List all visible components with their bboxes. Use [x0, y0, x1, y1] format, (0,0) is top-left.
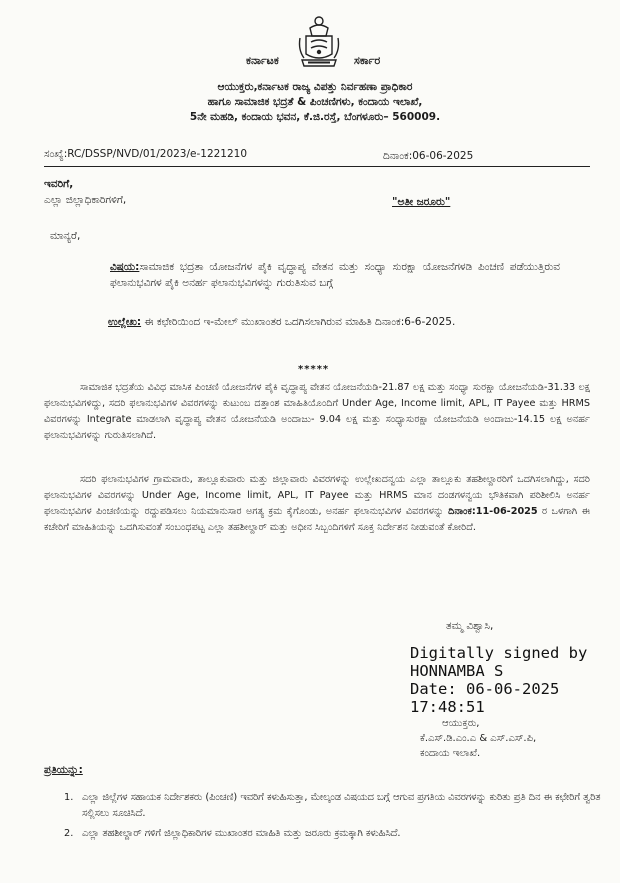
copy-item-text: ಎಲ್ಲಾ ತಹಶೀಲ್ದಾರ್ ಗಳಿಗೆ ಜಿಲ್ಲಾಧಿಕಾರಿಗಳ ಮುಖಾಂತರ ಮಾಹಿತಿ ಮತ್ತು ಜರೂರು ಕ್ರಮಕ್ಕಾಗಿ ಕಳುಹಿಸಿದೆ. [82, 828, 401, 839]
header-divider [44, 166, 590, 167]
office-address [120, 80, 510, 125]
office-line-2: ಹಾಗೂ ಸಾಮಾಜಿಕ ಭದ್ರತೆ & ಪಿಂಚಣಿಗಳು, ಕಂದಾಯ ಇಲಾಖೆ, [207, 96, 423, 108]
subject-label: ವಿಷಯ: [110, 261, 140, 273]
separator-stars: ***** [298, 364, 330, 375]
digital-signature [410, 644, 610, 716]
reference-line [108, 316, 588, 329]
letter-date: ದಿನಾಂಕ:06-06-2025 [383, 150, 474, 162]
signatory-designation [420, 716, 620, 761]
addressee-line-1: ಇವರಿಗೆ, [44, 178, 74, 190]
office-line-1: ಆಯುಕ್ತರು,ಕರ್ನಾಟಕ ರಾಜ್ಯ ವಿಪತ್ತು ನಿರ್ವಹಣಾ ಪ್ರಾಧಿಕಾರ [217, 81, 413, 93]
subject-text: ಸಾಮಾಜಿಕ ಭದ್ರತಾ ಯೋಜನೆಗಳ ಪೈಕಿ ವೃದ್ಧಾಪ್ಯ ವೇತನ ಮತ್ತು ಸಂಧ್ಯಾ ಸುರಕ್ಷಾ ಯೋಜನೆಗಳಡಿ ಪಿಂಚಣಿ ಪಡೆಯುತ್ತಿರುವ ಫಲಾನುಭವಿಗಳ ಪೈಕಿ ಅನರ್ಹ ಫಲಾನುಭವಿಗಳನ್ನು ಗುರುತಿಸುವ ಬಗ್ಗೆ [110, 261, 560, 289]
designation-line-3: ಕಂದಾಯ ಇಲಾಖೆ. [420, 748, 481, 759]
government-label-left: ಕರ್ನಾಟಕ [246, 54, 279, 67]
signature-line-4: 17:48:51 [410, 698, 485, 716]
copy-item [64, 826, 604, 842]
urgent-text: "ಅತೀ ಜರೂರು" [392, 196, 451, 208]
addressee-line-2: ಎಲ್ಲಾ ಜಿಲ್ಲಾಧಿಕಾರಿಗಳಿಗೆ, [44, 194, 127, 206]
copy-item-number: 2. [64, 828, 74, 839]
deadline-date: ದಿನಾಂಕ:11-06-2025 [448, 506, 538, 517]
reference-text: ಈ ಕಛೇರಿಯಿಂದ ಇ-ಮೇಲ್ ಮುಖಾಂತರ ಒದಗಿಸಲಾಗಿರುವ ಮಾಹಿತಿ ದಿನಾಂಕ:6-6-2025. [141, 316, 456, 328]
signature-line-2: HONNAMBA S [410, 662, 504, 680]
government-label-right: ಸರ್ಕಾರ [354, 54, 381, 67]
karnataka-state-emblem-icon [296, 14, 342, 72]
subject-block [110, 259, 560, 291]
paragraph-2-part-a: ಸದರಿ ಫಲಾನುಭವಿಗಳ ಗ್ರಾಮವಾರು, ತಾಲ್ಲೂಕುವಾರು ಮತ್ತು ಜಿಲ್ಲಾವಾರು ವಿವರಗಳನ್ನು ಉಲ್ಲೇಖದನ್ವಯ ಎಲ್ಲಾ ತಾಲ್ಲೂಕು ತಹಶೀಲ್ದಾರರಿಗೆ ಒದಗಿಸಲಾಗಿದ್ದು, ಸದರಿ ಫಲಾನುಭವಿಗಳ ವಿವರಗಳನ್ನು Under Age, Income limit, APL, IT Payee ಮತ್ತು HRMS ಮಾನ ದಂಡಗಳನ್ವಯ ಭೌತಿಕವಾಗಿ ಪರಿಶೀಲಿಸಿ ಅನರ್ಹ ಫಲಾನುಭವಿಗಳ ಪಿಂಚಣಿಯನ್ನು ರದ್ದುಪಡಿಸಲು ನಿಯಮಾನುಸಾರ ಅಗತ್ಯ ಕ್ರಮ ಕೈಗೊಂಡು, ಅನರ್ಹ ಫಲಾನುಭವಿಗಳ ವಿವರಗಳನ್ನು [44, 474, 590, 517]
office-line-3: 5ನೇ ಮಹಡಿ, ಕಂದಾಯ ಭವನ, ಕೆ.ಜಿ.ರಸ್ತೆ, ಬೆಂಗಳೂರು– 560009. [189, 111, 441, 123]
closing-line: ತಮ್ಮ ವಿಶ್ವಾಸಿ, [446, 620, 494, 632]
copies-list [64, 790, 604, 846]
salutation: ಮಾನ್ಯರೆ, [50, 230, 81, 242]
body-paragraph-1: ಸಾಮಾಜಿಕ ಭದ್ರತೆಯ ವಿವಿಧ ಮಾಸಿಕ ಪಿಂಚಣಿ ಯೋಜನೆಗಳ ಪೈಕಿ ವೃದ್ಧಾಪ್ಯ ವೇತನ ಯೋಜನೆಯಡಿ-21.87 ಲಕ್ಷ ಮತ್ತು ಸಂಧ್ಯಾ ಸುರಕ್ಷಾ ಯೋಜನೆಯಡಿ-31.33 ಲಕ್ಷ ಫಲಾನುಭವಿಗಳಿದ್ದು, ಸದರಿ ಫಲಾನುಭವಿಗಳ ವಿವರಗಳನ್ನು ಕುಟುಂಬ ದತ್ತಾಂಶ ಮಾಹಿತಿಯೊಂದಿಗೆ Under Age, Income limit, APL, IT Payee ಮತ್ತು HRMS ವಿವರಗಳನ್ನು Integrate ಮಾಡಲಾಗಿ ವೃದ್ಧಾಪ್ಯ ವೇತನ ಯೋಜನೆಯಡಿ ಅಂದಾಜು- 9.04 ಲಕ್ಷ ಮತ್ತು ಸಂಧ್ಯಾಸುರಕ್ಷಾ ಯೋಜನೆಯಡಿ ಅಂದಾಜು-14.15 ಲಕ್ಷ ಅನರ್ಹ ಫಲಾನುಭವಿಗಳನ್ನು ಗುರುತಿಸಲಾಗಿದೆ. [44, 382, 590, 441]
copy-item-text: ಎಲ್ಲಾ ಜಿಲ್ಲೆಗಳ ಸಹಾಯಕ ನಿರ್ದೇಶಕರು (ಪಿಂಚಣಿ) ಇವರಿಗೆ ಕಳುಹಿಸುತ್ತಾ, ಮೇಲ್ಕಂಡ ವಿಷಯದ ಬಗ್ಗೆ ಆಗುವ ಪ್ರಗತಿಯ ವಿವರಗಳನ್ನು ಕುರಿತು ಪ್ರತಿ ದಿನ ಈ ಕಛೇರಿಗೆ ತ್ವರಿತ ಸಲ್ಲಿಸಲು ಸೂಚಿಸಿದೆ. [82, 792, 601, 819]
signature-line-3: Date: 06-06-2025 [410, 680, 560, 698]
reference-label: ಉಲ್ಲೇಖ: [108, 316, 142, 328]
copy-item [64, 790, 604, 822]
designation-line-2: ಕೆ.ಎಸ್.ಡಿ.ಎಂ.ಎ & ಎಸ್.ಎಸ್.ಪಿ, [420, 733, 537, 744]
paragraph-2-part-b: ರ ಒಳಗಾಗಿ ಈ ಕಚೇರಿಗೆ ಮಾಹಿತಿಯನ್ನು ಒದಗಿಸುವಂತೆ ಸಂಬಂಧಪಟ್ಟ ಎಲ್ಲಾ ತಹಶೀಲ್ದಾರ್ ಮತ್ತು ಅಧೀನ ಸಿಬ್ಬಂದಿಗಳಿಗೆ ಸೂಕ್ತ ನಿರ್ದೇಶನ ನೀಡುವಂತೆ ಕೋರಿದೆ. [44, 506, 590, 533]
urgent-label [392, 196, 450, 209]
copies-heading: ಪ್ರತಿಯನ್ನು: [44, 764, 83, 776]
copy-item-number: 1. [64, 792, 74, 803]
reference-number: ಸಂಖ್ಯೆ:RC/DSSP/NVD/01/2023/e-1221210 [44, 148, 248, 160]
body-paragraph-2 [44, 472, 590, 536]
designation-line-1: ಆಯುಕ್ತರು, [442, 718, 480, 729]
signature-line-1: Digitally signed by [410, 644, 588, 662]
